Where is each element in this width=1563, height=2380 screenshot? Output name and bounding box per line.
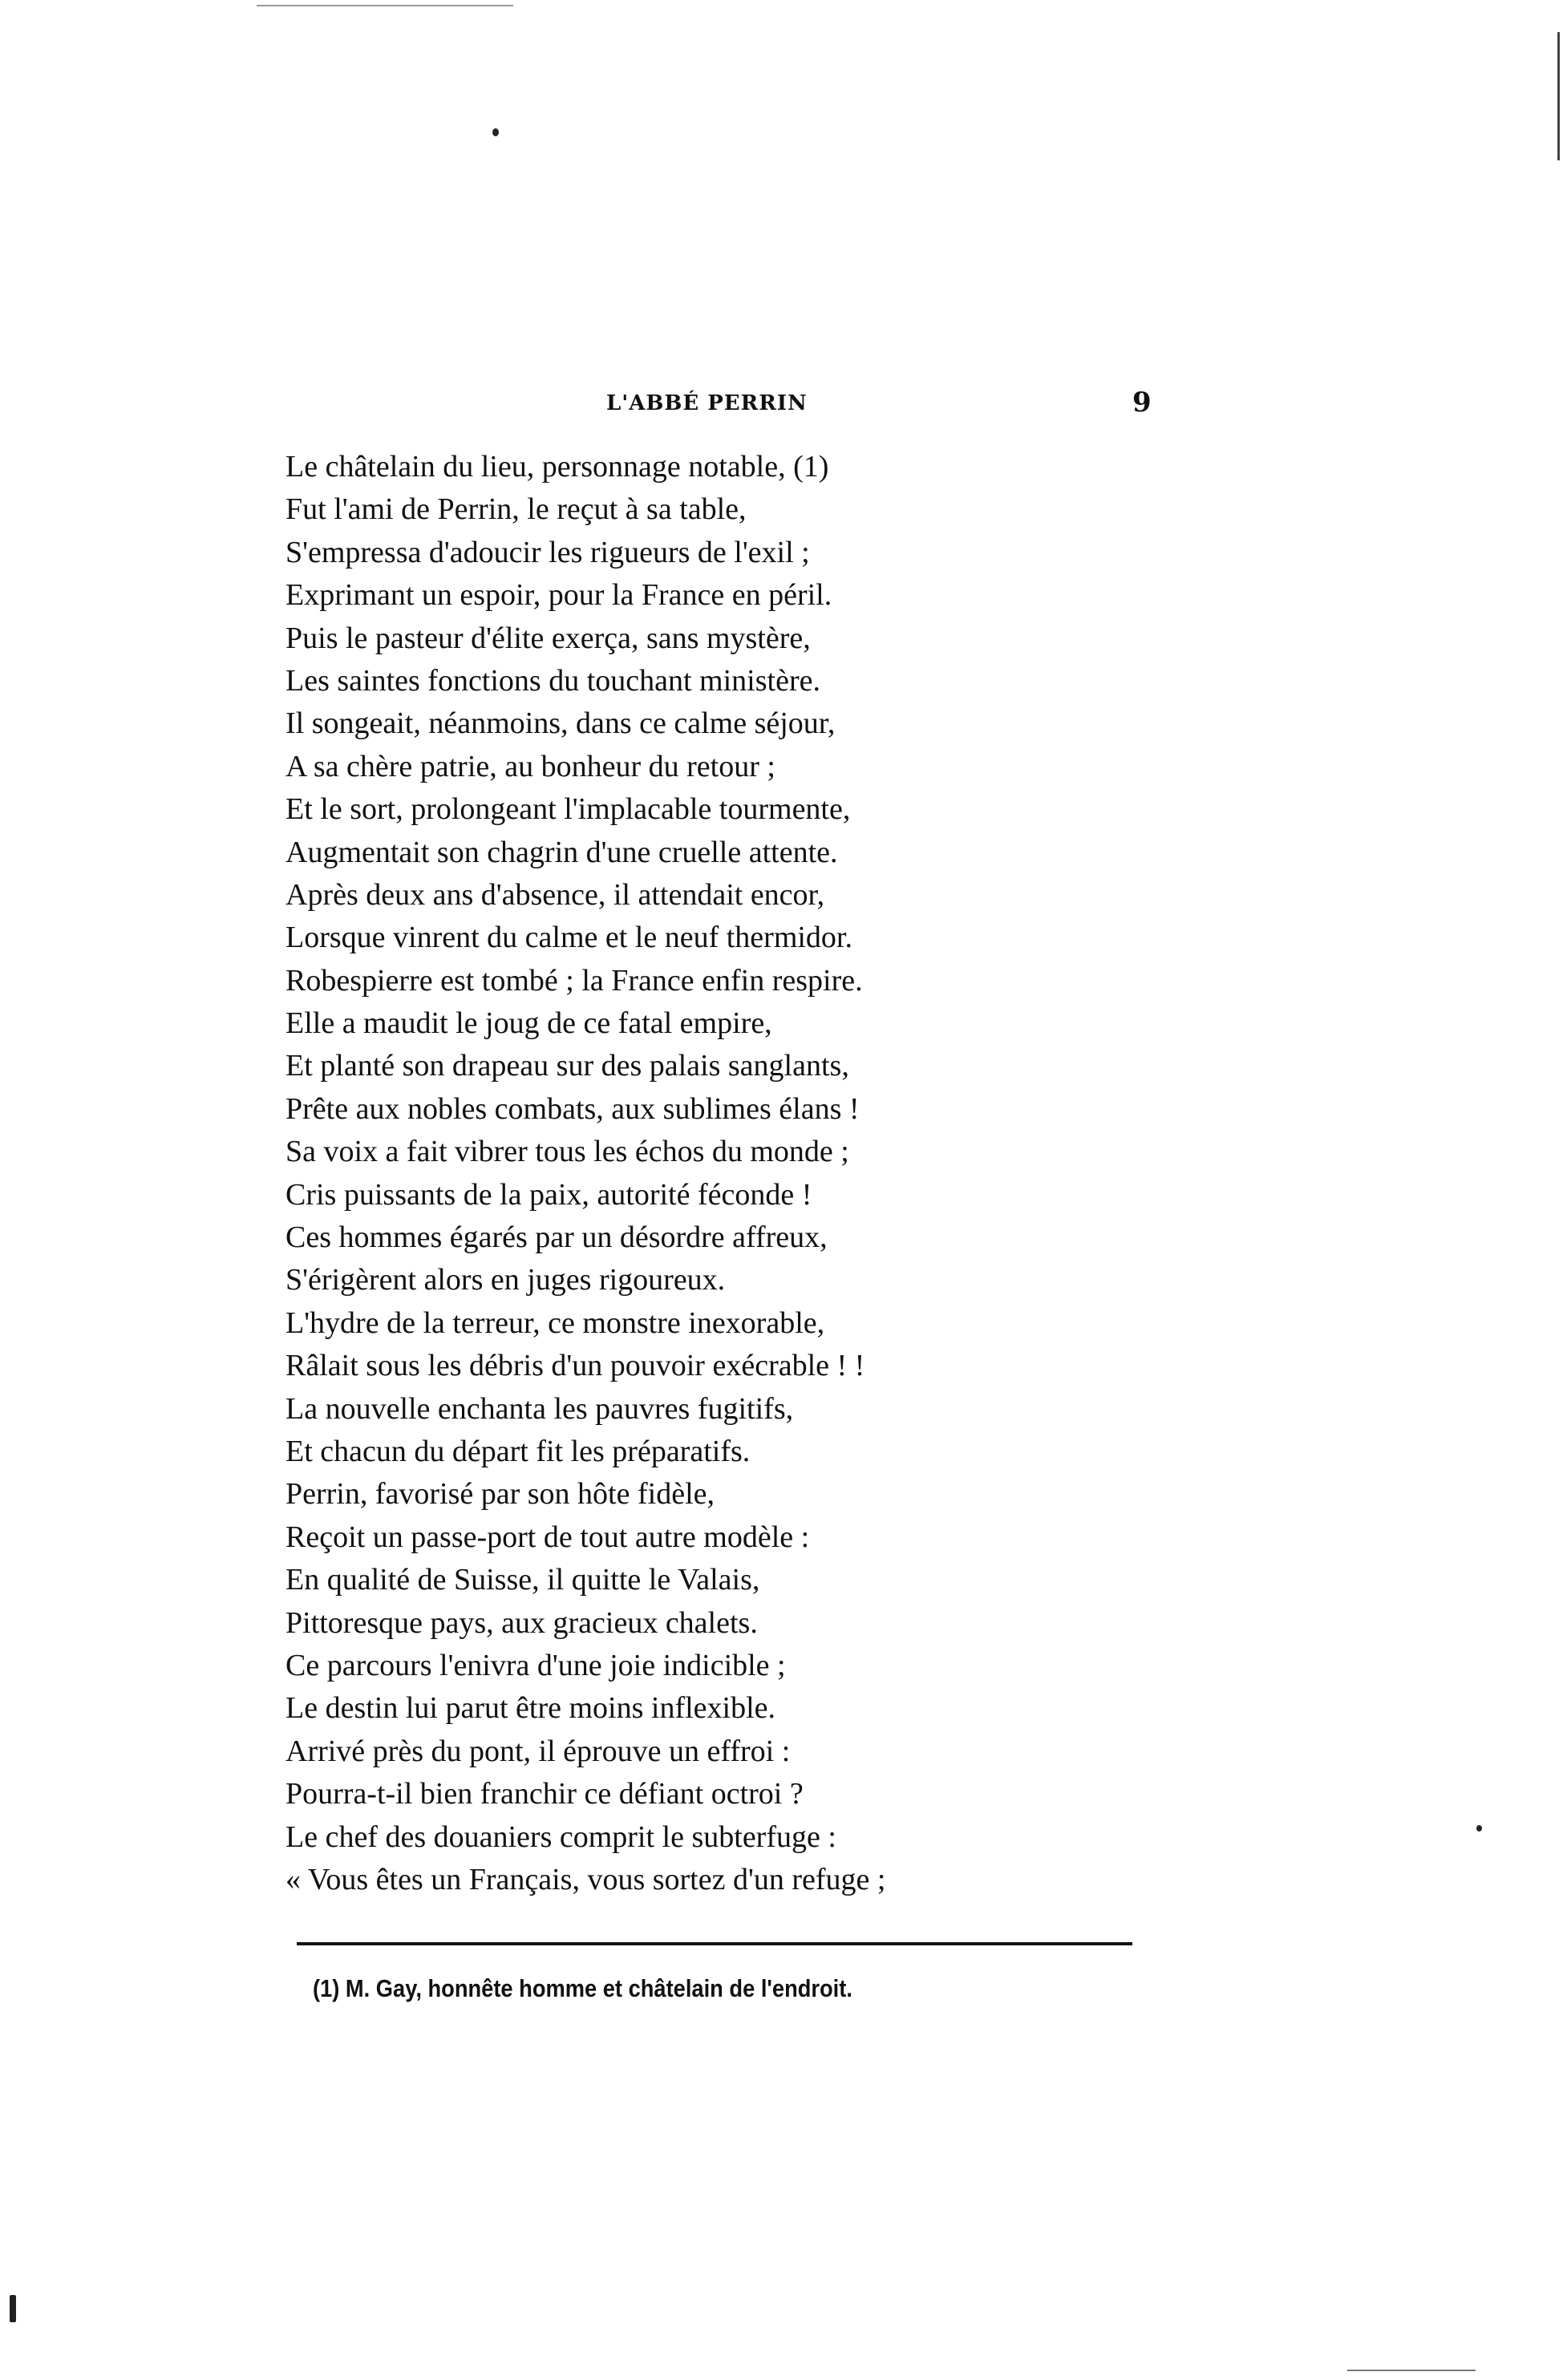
- scan-edge-line: [1347, 2370, 1476, 2371]
- verse-line: Augmentait son chagrin d'une cruelle attente.: [285, 835, 838, 869]
- verse-line: Les saintes fonctions du touchant ministère.: [285, 663, 820, 698]
- verse-line: Ces hommes égarés par un désordre affreux,: [285, 1220, 828, 1255]
- verse-line: Le châtelain du lieu, personnage notable, (1): [285, 450, 829, 484]
- scan-speck: [492, 128, 499, 136]
- verse-line: Lorsque vinrent du calme et le neuf thermidor.: [285, 921, 852, 955]
- verse-line: Et planté son drapeau sur des palais sanglants,: [285, 1049, 849, 1083]
- verse-line: Arrivé près du pont, il éprouve un effroi :: [285, 1734, 791, 1768]
- verse-line: « Vous êtes un Français, vous sortez d'un refuge ;: [285, 1862, 886, 1896]
- footnote: (1) M. Gay, honnête homme et châtelain de l'endroit.: [313, 1974, 852, 2002]
- verse-line: Elle a maudit le joug de ce fatal empire,: [285, 1006, 772, 1041]
- verse-line: S'empressa d'adoucir les rigueurs de l'exil ;: [285, 535, 810, 569]
- verse-line: Puis le pasteur d'élite exerça, sans mystère,: [285, 621, 811, 655]
- verse-line: Râlait sous les débris d'un pouvoir exécrable ! !: [285, 1349, 865, 1383]
- verse-block: [285, 446, 1168, 1901]
- scan-speck: [10, 2295, 16, 2322]
- verse-line: Il songeait, néanmoins, dans ce calme séjour,: [285, 706, 836, 741]
- verse-line: Perrin, favorisé par son hôte fidèle,: [285, 1477, 715, 1512]
- page-number: 9: [1132, 387, 1152, 419]
- verse-line: Et chacun du départ fit les préparatifs.: [285, 1434, 751, 1468]
- footnote-rule: [297, 1942, 1132, 1945]
- scan-speck: [1476, 1825, 1482, 1832]
- verse-line: L'hydre de la terreur, ce monstre inexorable,: [285, 1305, 825, 1340]
- verse-line: Reçoit un passe-port de tout autre modèle :: [285, 1520, 810, 1554]
- verse-line: Exprimant un espoir, pour la France en péril.: [285, 578, 832, 613]
- verse-line: Sa voix a fait vibrer tous les échos du monde ;: [285, 1135, 849, 1169]
- verse-line: Après deux ans d'absence, il attendait encor,: [285, 877, 825, 912]
- running-head: [0, 387, 1563, 423]
- verse-line: Pittoresque pays, aux gracieux chalets.: [285, 1605, 758, 1640]
- verse-line: Prête aux nobles combats, aux sublimes élans !: [285, 1091, 860, 1126]
- verse-line: Cris puissants de la paix, autorité féconde !: [285, 1177, 812, 1212]
- verse-line: Fut l'ami de Perrin, le reçut à sa table,: [285, 492, 747, 527]
- verse-line: La nouvelle enchanta les pauvres fugitifs,: [285, 1391, 794, 1426]
- verse-line: Ce parcours l'enivra d'une joie indicible ;: [285, 1648, 786, 1682]
- verse-line: S'érigèrent alors en juges rigoureux.: [285, 1263, 726, 1297]
- verse-line: A sa chère patrie, au bonheur du retour ;: [285, 749, 775, 783]
- verse-line: Robespierre est tombé ; la France enfin respire.: [285, 963, 863, 998]
- scan-edge-line: [1557, 32, 1560, 160]
- scan-edge-line: [257, 5, 513, 6]
- verse-line: Et le sort, prolongeant l'implacable tourmente,: [285, 792, 851, 827]
- verse-line: En qualité de Suisse, il quitte le Valais,: [285, 1563, 760, 1597]
- verse-line: Le destin lui parut être moins inflexible.: [285, 1691, 776, 1726]
- running-title: L'ABBÉ PERRIN: [606, 391, 808, 415]
- verse-line: Le chef des douaniers comprit le subterfuge :: [285, 1819, 836, 1854]
- verse-line: Pourra-t-il bien franchir ce défiant octroi ?: [285, 1777, 804, 1811]
